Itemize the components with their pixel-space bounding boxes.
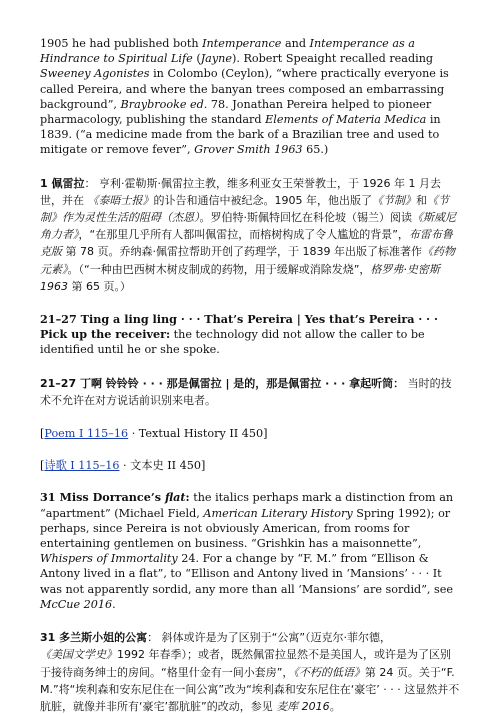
note-lemma-italic: flat: [164, 490, 186, 505]
note-lemma-colon: :: [185, 490, 190, 505]
citation-braybrooke: Braybrooke ed.: [120, 97, 208, 111]
note-text: ). Robert Speaight recalled reading: [232, 52, 434, 66]
note-text: ： 斜体或许是为了区别于“公寓”（迈克尔·菲尔德，: [147, 631, 392, 645]
title-american-literary-history: American Literary History: [203, 506, 353, 520]
title-materia-medica: 《药物元素》: [40, 245, 455, 276]
note-text: and: [281, 37, 310, 50]
citation-jayne: （杰恩）: [161, 211, 200, 225]
title-whispers-of-immortality: 《不朽的低语》: [293, 665, 365, 679]
note-text: Spring 1992); or perhaps, since Pereira is not obviously American, from rooms for entertaining gentlemen on business. “Grishkin has a maisonnette”,: [40, 506, 451, 551]
history-reference: · 文本史 II 450]: [119, 459, 206, 473]
note-text: in Colombo (Ceylon), “where practically everyone is called Pereira, and where the banyan trees composed an embarrassing background”,: [40, 67, 449, 111]
note-text: ，“在那里几乎所有人都叫佩雷拉，而榕树构成了令人尴尬的背景”，: [78, 228, 409, 242]
title-intemperance: Intemperance: [202, 37, 282, 50]
bracket: [: [40, 427, 45, 441]
title-whispers-of-immortality: Whispers of Immortality: [40, 552, 178, 566]
note-text: in 1839. (“a medicine made from the bark of a Brazilian tree and used to mitigate or remove fever”,: [40, 113, 441, 157]
note-text: 。罗伯特·斯佩特回忆在科伦坡（锡兰）阅读: [199, 211, 412, 225]
title-sweeney-agonistes: 《斯威尼角力者》: [40, 211, 456, 242]
note-21-chinese: [40, 375, 460, 409]
citation-grover-smith: Grover Smith 1963: [194, 143, 303, 157]
title-intemperance: 《节制》: [372, 193, 416, 207]
note-text: .: [112, 597, 116, 611]
note-text: ： 亨利·霍勒斯·佩雷拉主教，维多利亚女王荣誉教士，于 1926 年 1 月去世，并在: [40, 176, 441, 207]
note-21-english: [40, 312, 460, 358]
textual-history-chinese: [40, 458, 460, 473]
citation-grover-smith: 格罗弗·史密斯 1963: [40, 262, 440, 293]
note-text: 24. For a change by “F. M.” from “Ellison & Antony lived in a flat”, to “Ellison and Antony lived in ‘Mansions’ · · · It was not apparently sordid, any more than all ‘Mansions’ are sordid”, see: [40, 552, 454, 596]
note-lemma: 31 多兰斯小姐的公寓: [40, 631, 148, 645]
note-lemma: 21–27 Ting a ling ling · · · That’s Pereira | Yes that’s Pereira · · · Pick up the receiver:: [40, 312, 438, 342]
title-times: 《泰晤士报》: [87, 193, 154, 207]
note-text: 当时的技术不允许在对方说话前识别来电者。: [40, 376, 452, 407]
note-text: 65.): [302, 143, 329, 157]
textual-history-english: [40, 426, 460, 441]
note-text: 78. Jonathan Pereira helped to pioneer pharmacology, publishing the standard: [40, 97, 432, 127]
citation-braybrooke: 布雷布鲁克版: [40, 228, 453, 259]
title-sweeney-agonistes: Sweeney Agonistes: [40, 67, 150, 81]
note-lemma: 1 佩雷拉: [40, 176, 85, 190]
title-hindrance: 《节制》作为灵性生活的阻碍: [40, 193, 449, 225]
note-text: 。: [329, 699, 341, 713]
note-text: 第 65 页。）: [68, 279, 131, 293]
poem-reference-link[interactable]: Poem I 115–16: [44, 427, 129, 441]
note-1-chinese: [40, 175, 460, 295]
note-text: 1992 年春季）；或者，既然佩雷拉显然不是美国人，或许是为了区别于接待商务绅士的房间。“格里什金有一间小套房”，: [40, 648, 451, 679]
poem-reference-link[interactable]: 诗歌 I 115–16: [44, 459, 120, 473]
note-31-chinese: [40, 629, 460, 715]
note-31-english: [40, 490, 460, 612]
note-text: 第 24 页。关于“F. M.”将“埃利森和安东尼住在一间公寓”改为“埃利森和安东尼住在‘豪宅’ · · · 这显然并不肮脏，就像并非所有‘豪宅’都肮脏”的改动，参见: [40, 665, 460, 713]
history-reference: · Textual History II 450]: [128, 427, 268, 441]
note-text: 。（“一种由巴西树木树皮制成的药物，用于缓解或消除发烧”，: [67, 262, 371, 276]
title-materia-medica: Elements of Materia Medica: [265, 113, 427, 127]
note-lemma: 21–27 丁啊 铃铃铃 · · · 那是佩雷拉 | 是的，那是佩雷拉 · · · 拿起听筒：: [40, 376, 405, 390]
citation-mccue: McCue 2016: [40, 597, 113, 611]
title-american-literary-history: 《美国文学史》: [40, 648, 117, 662]
bracket: [: [40, 459, 45, 473]
note-text: (: [192, 52, 201, 66]
note-lemma: 31 Miss Dorrance’s: [40, 490, 165, 505]
note-text: the italics perhaps mark a distinction from an “apartment” (Michael Field,: [40, 491, 454, 520]
citation-mccue: 麦库 2016: [276, 699, 330, 713]
note-1905-english: [40, 36, 460, 158]
note-text: the technology did not allow the caller to be identified until he or she spoke.: [40, 328, 425, 357]
note-text: 1905 he had published both: [40, 37, 203, 50]
note-text: 和: [416, 193, 427, 207]
title-hindrance: Intemperance as a Hindrance to Spiritual Life: [40, 37, 415, 66]
citation-jayne: Jayne: [200, 52, 232, 66]
note-text: 第 78 页。乔纳森·佩雷拉帮助开创了药理学，于 1839 年出版了标准著作: [62, 245, 422, 259]
note-text: 的讣告和通信中被纪念。1905 年，他出版了: [153, 193, 372, 207]
